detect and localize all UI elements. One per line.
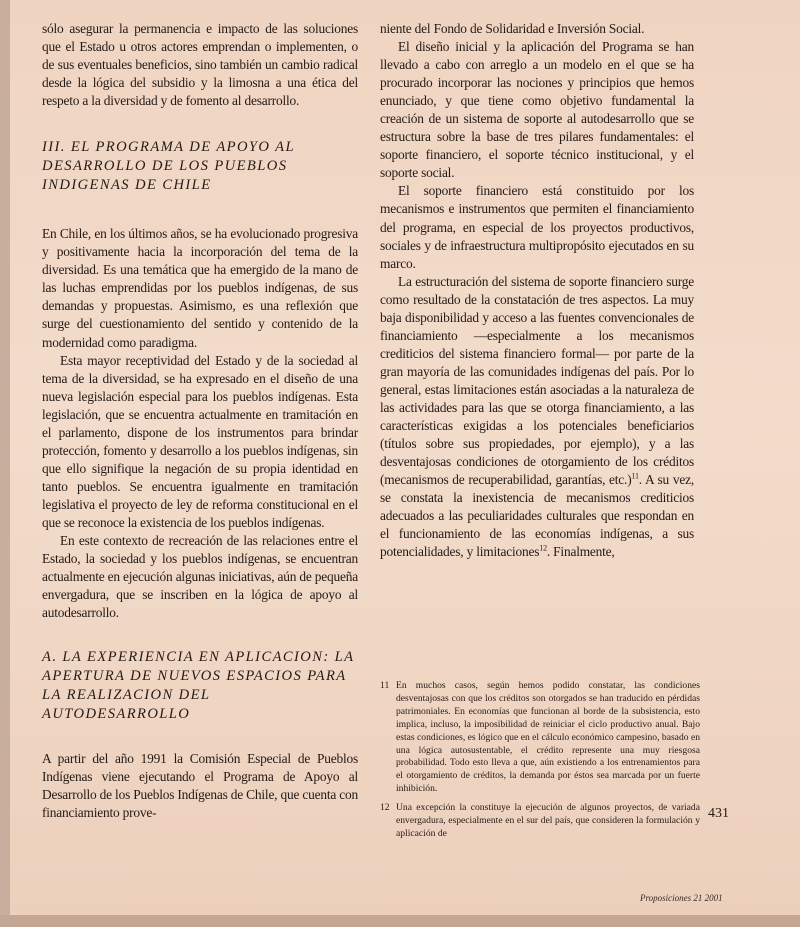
paragraph: En este contexto de recreación de las relaciones entre el Estado, la sociedad y los pueblos indígenas, se encuentran actualmente en ejecución algunas iniciativas, aún de pequeña envergadura, que se inscriben en la lógica de apoyo al autodesarrollo. [42, 533, 358, 621]
paragraph [380, 273, 694, 562]
paragraph: Esta mayor receptividad del Estado y de la sociedad al tema de la diversidad, se ha expresado en el diseño de una nueva legislación especial para los pueblos indígenas. Esta legislación, que se encuentra actualmente en tramitación en el parlamento, dispone de los instrumentos para brindar protección, fomento y desarrollo a los pueblos indígenas, sin que ello signifique la negación de su propia identidad en tanto pueblos. Se encuentra igualmente en tramitación legislativa el proyecto de ley de reforma constitucional en el que se reconoce la existencia de los pueblos indígenas. [42, 352, 358, 530]
page-number: 431 [708, 806, 729, 821]
page-shadow-left [0, 0, 10, 927]
footnote [380, 680, 700, 796]
footnote-text: Una excepción la constituye la ejecución de algunos proyectos, de variada envergadura, especialmente en el sur del país, que consideren la formulación y aplicación de [396, 802, 700, 839]
paragraph-continuation: sólo asegurar la permanencia e impacto de las soluciones que el Estado u otros actores emprendan o implementen, o de sus eventuales beneficios, sino también un cambio radical desde la lógica del subsidio y la limosna a una ética del respeto a la diversidad y de fomento al desarrollo. [42, 21, 358, 109]
footnote [380, 802, 700, 841]
footnotes [380, 680, 700, 847]
paragraph-text: . Finalmente, [546, 544, 615, 560]
running-footer: Proposiciones 21 2001 [640, 893, 723, 903]
footnote-number: 11 [380, 680, 390, 691]
footnote-ref: 11 [631, 471, 639, 481]
footnote-number: 12 [380, 802, 390, 814]
paragraph-text: La estructuración del sistema de soporte financiero surge como resultado de la constatación de tres aspectos. La muy baja disponibilidad y acceso a las fuentes convencionales de financiamiento —especialmente a los mecanismos crediticios del sistema financiero formal— por parte de la gran mayoría de las comunidades indígenas del país. Por lo general, estas limitaciones están asociadas a la naturaleza de las actividades para las que se otorga financiamiento, a las características exigidas a los potenciales beneficiarios (títulos sobre sus propiedades, por ejemplo), y a las desventajosas condiciones de otorgamiento de los créditos (mecanismos de recuperabilidad, garantías, etc.) [380, 273, 694, 488]
paragraph-continuation: niente del Fondo de Solidaridad e Inversión Social. [380, 21, 645, 36]
paragraph-text: . A su vez, se constata la inexistencia de mecanismos crediticios adecuados a las peculiaridades culturales que respondan en el funcionamiento de las economías indígenas, a sus potencialidades, y limitaciones [380, 472, 694, 560]
left-column [42, 20, 358, 822]
paragraph: El diseño inicial y la aplicación del Programa se han llevado a cabo con arreglo a un modelo en el que se ha procurado incorporar las nociones y principios que hemos enunciado, y que tiene como objetivo fundamental la creación de un sistema de soporte al autodesarrollo que se estructura sobre la base de tres pilares fundamentales: el soporte financiero, el soporte técnico institucional, y el soporte social. [380, 39, 694, 181]
footnote-text: En muchos casos, según hemos podido constatar, las condiciones desventajosas con que los créditos son otorgados se han traducido en pérdidas patrimoniales. En economías que funcionan al borde de la subsistencia, esto implica, incluso, la imposibilidad de reiniciar el ciclo productivo anual. Bajo estas condiciones, es lógico que en el cálculo económico campesino, basado en una lógica autosustentable, el crédito represente una muy riesgosa probabilidad. Todo esto lleva a que, aún existiendo a los entrenamientos para el otorgamiento de créditos, la demanda por éstos sea marcada por un fuerte inhibición. [396, 680, 700, 795]
paragraph: El soporte financiero está constituido por los mecanismos e instrumentos que permiten el financiamiento del programa, en especial de los proyectos productivos, sociales y de infraestructura multipropósito ejecutados en su marco. [380, 183, 694, 271]
right-column [380, 20, 694, 561]
section-heading-iii: III. EL PROGRAMA DE APOYO AL DESARROLLO DE LOS PUEBLOS INDIGENAS DE CHILE [42, 139, 295, 194]
paragraph: A partir del año 1991 la Comisión Especial de Pueblos Indígenas viene ejecutando el Programa de Apoyo al Desarrollo de los Pueblos Indígenas de Chile, que cuenta con financiamiento prove- [42, 751, 358, 821]
page-shadow-bottom [0, 915, 800, 927]
section-heading-a: A. LA EXPERIENCIA EN APLICACION: LA APERTURA DE NUEVOS ESPACIOS PARA LA REALIZACION DEL AUTODESARROLLO [42, 649, 355, 723]
paragraph: En Chile, en los últimos años, se ha evolucionado progresiva y positivamente hacia la incorporación del tema de la diversidad. Es una temática que ha emergido de la mano de las luchas emprendidas por los pueblos indígenas, de sus demandas y propuestas. Asimismo, es una reflexión que surge del cuestionamiento del sentido y contenido de la modernidad como paradigma. [42, 226, 358, 350]
footnote-ref: 12 [539, 543, 547, 553]
